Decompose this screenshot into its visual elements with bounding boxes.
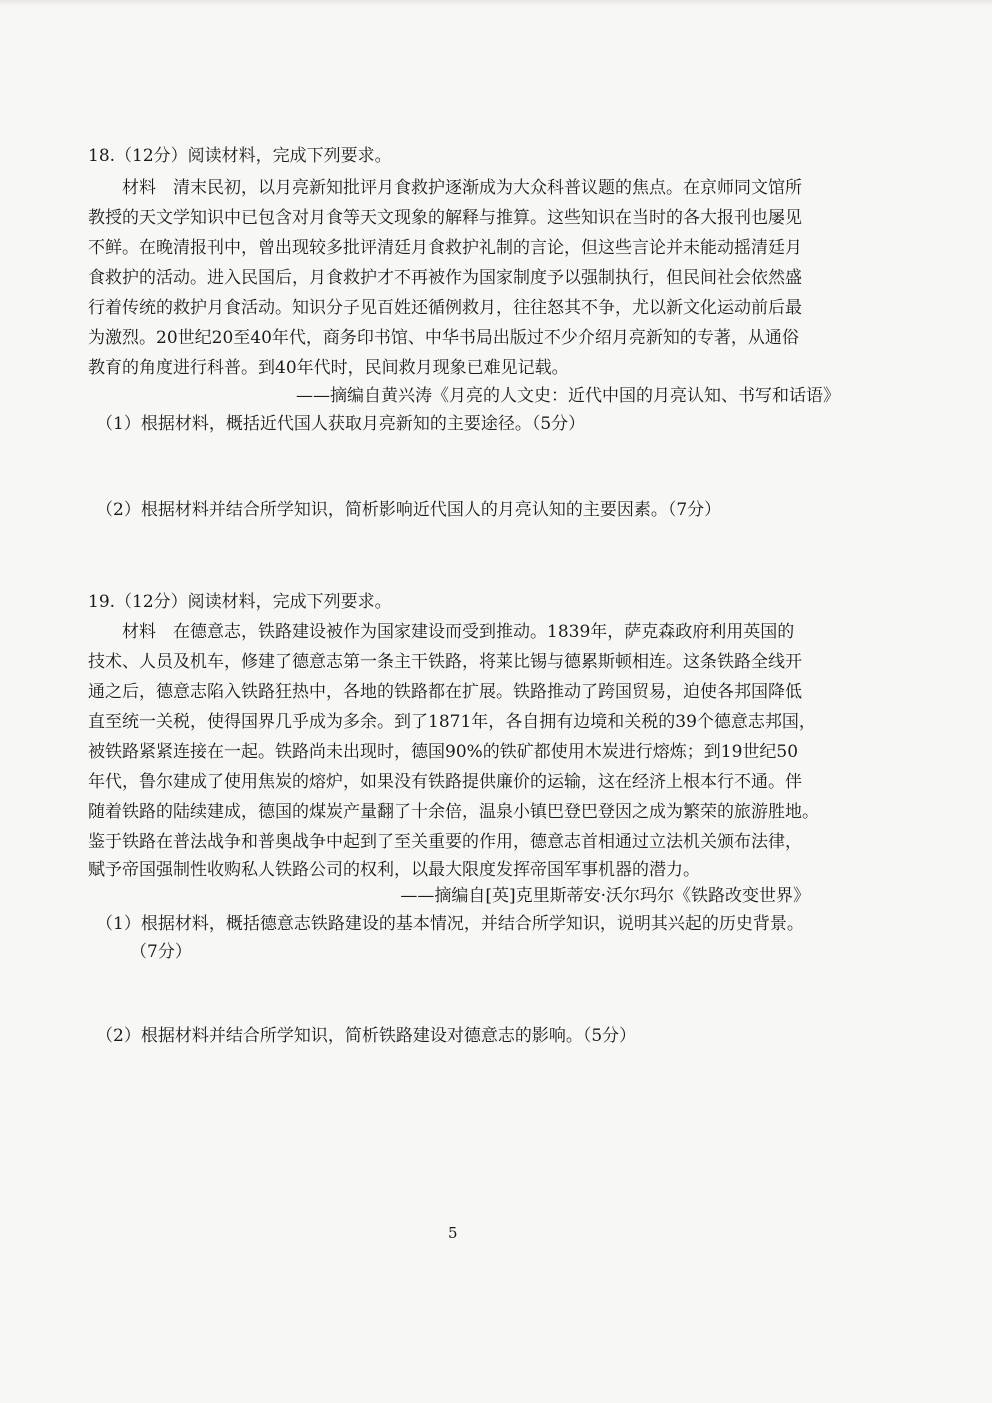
q19-subquestion-1-score: （7分） <box>130 942 192 962</box>
q19-subquestion-2: （2）根据材料并结合所学知识，简析铁路建设对德意志的影响。（5分） <box>96 1026 637 1046</box>
q19-material-line: 随着铁路的陆续建成，德国的煤炭产量翻了十余倍，温泉小镇巴登巴登因之成为繁荣的旅游胜地。 <box>88 802 819 822</box>
q18-material-line: 不鲜。在晚清报刊中，曾出现较多批评清廷月食救护礼制的言论，但这些言论并未能动摇清廷月 <box>88 238 802 258</box>
q19-material-line: 材料 在德意志，铁路建设被作为国家建设而受到推动。1839年，萨克森政府利用英国的 <box>122 622 795 642</box>
q18-source: ——摘编自黄兴涛《月亮的人文史：近代中国的月亮认知、书写和话语》 <box>296 386 840 406</box>
q18-heading: 18.（12分）阅读材料，完成下列要求。 <box>88 146 392 166</box>
q19-material-line: 直至统一关税，使得国界几乎成为多余。到了1871年，各自拥有边境和关税的39个德意志邦国， <box>88 712 816 732</box>
q18-material-line: 材料 清末民初，以月亮新知批评月食救护逐渐成为大众科普议题的焦点。在京师同文馆所 <box>122 178 802 198</box>
q19-source: ——摘编自[英]克里斯蒂安·沃尔玛尔《铁路改变世界》 <box>400 886 810 906</box>
q18-subquestion-1: （1）根据材料，概括近代国人获取月亮新知的主要途径。（5分） <box>96 414 586 434</box>
q19-material-line: 赋予帝国强制性收购私人铁路公司的权利，以最大限度发挥帝国军事机器的潜力。 <box>88 860 700 880</box>
scan-edge <box>0 0 992 6</box>
q18-subquestion-2: （2）根据材料并结合所学知识，简析影响近代国人的月亮认知的主要因素。（7分） <box>96 500 722 520</box>
q18-material-line: 为激烈。20世纪20至40年代，商务印书馆、中华书局出版过不少介绍月亮新知的专著，从通俗 <box>88 328 799 348</box>
q19-heading: 19.（12分）阅读材料，完成下列要求。 <box>88 592 392 612</box>
q19-subquestion-1: （1）根据材料，概括德意志铁路建设的基本情况，并结合所学知识，说明其兴起的历史背景。 <box>96 914 804 934</box>
q18-material-line: 行着传统的救护月食活动。知识分子见百姓还循例救月，往往怒其不争，尤以新文化运动前后最 <box>88 298 802 318</box>
q19-material-line: 被铁路紧紧连接在一起。铁路尚未出现时，德国90%的铁矿都使用木炭进行熔炼；到19世纪50 <box>88 742 799 762</box>
q19-material-line: 鉴于铁路在普法战争和普奥战争中起到了至关重要的作用，德意志首相通过立法机关颁布法律， <box>88 832 802 852</box>
q19-material-line: 年代，鲁尔建成了使用焦炭的熔炉，如果没有铁路提供廉价的运输，这在经济上根本行不通。伴 <box>88 772 802 792</box>
q18-material-line: 教授的天文学知识中已包含对月食等天文现象的解释与推算。这些知识在当时的各大报刊也屡见 <box>88 208 802 228</box>
page-number: 5 <box>448 1224 458 1242</box>
q19-material-line: 通之后，德意志陷入铁路狂热中，各地的铁路都在扩展。铁路推动了跨国贸易，迫使各邦国降低 <box>88 682 802 702</box>
q19-material-line: 技术、人员及机车，修建了德意志第一条主干铁路，将莱比锡与德累斯顿相连。这条铁路全线开 <box>88 652 802 672</box>
q18-material-line: 教育的角度进行科普。到40年代时，民间救月现象已难见记载。 <box>88 358 569 378</box>
q18-material-line: 食救护的活动。进入民国后，月食救护才不再被作为国家制度予以强制执行，但民间社会依然盛 <box>88 268 802 288</box>
